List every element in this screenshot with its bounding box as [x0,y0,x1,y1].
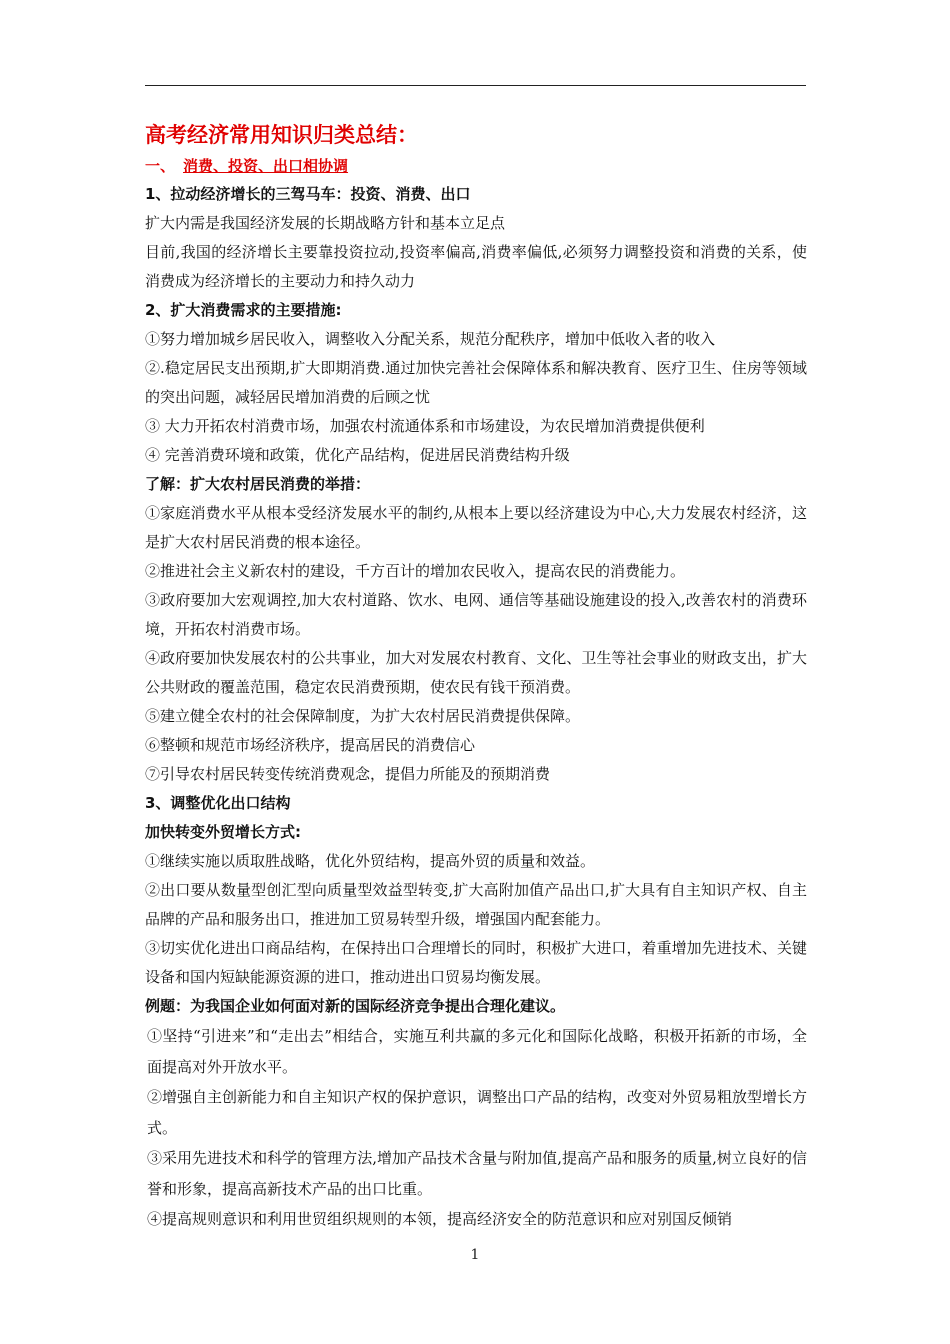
list-item: ④ 完善消费环境和政策，优化产品结构，促进居民消费结构升级 [145,446,570,464]
list-item: ④提高规则意识和利用世贸组织规则的本领，提高经济安全的防范意识和应对别国反倾销 [147,1210,733,1228]
list-item: ③采用先进技术和科学的管理方法,增加产品技术含量与附加值,提高产品和服务的质量,树立良好的信誉和形象，提高高新技术产品的出口比重。 [147,1149,807,1198]
list-item: ②增强自主创新能力和自主知识产权的保护意识，调整出口产品的结构，改变对外贸易粗放型增长方式。 [147,1088,808,1137]
subsection-3-subheading: 加快转变外贸增长方式: [145,823,301,841]
list-item: ⑤建立健全农村的社会保障制度，为扩大农村居民消费提供保障。 [145,707,581,725]
list-item: ②出口要从数量型创汇型向质量型效益型转变,扩大高附加值产品出口,扩大具有自主知识产权、自主品牌的产品和服务出口，推进加工贸易转型升级，增强国内配套能力。 [145,881,807,928]
list-item: ④政府要加快发展农村的公共事业，加大对发展农村教育、文化、卫生等社会事业的财政支出，扩大公共财政的覆盖范围，稳定农民消费预期，使农民有钱干预消费。 [145,649,807,696]
header-rule [145,85,806,86]
section-1-number: 一、 [145,157,176,175]
list-item: ③政府要加大宏观调控,加大农村道路、饮水、电网、通信等基础设施建设的投入,改善农村的消费环境，开拓农村消费市场。 [145,591,807,638]
list-item: ⑥整顿和规范市场经济秩序，提高居民的消费信心 [145,736,476,754]
list-item: ②.稳定居民支出预期,扩大即期消费.通过加快完善社会保障体系和解决教育、医疗卫生、住房等领域的突出问题，减轻居民增加消费的后顾之忧 [145,359,807,406]
subsection-2-heading: 2、扩大消费需求的主要措施: [145,301,342,319]
subsection-3-heading: 3、调整优化出口结构 [145,794,291,812]
page-content [145,118,807,1235]
section-1-heading [145,152,807,180]
paragraph: 扩大内需是我国经济发展的长期战略方针和基本立足点 [145,214,506,232]
list-item: ③切实优化进出口商品结构，在保持出口合理增长的同时，积极扩大进口，着重增加先进技术、关键设备和国内短缺能源资源的进口，推动进出口贸易均衡发展。 [145,939,807,986]
list-item: ③ 大力开拓农村消费市场，加强农村流通体系和市场建设，为农民增加消费提供便利 [145,417,705,435]
list-item: ①家庭消费水平从根本受经济发展水平的制约,从根本上要以经济建设为中心,大力发展农村经济，这是扩大农村居民消费的根本途径。 [145,504,807,551]
list-item: ⑦引导农村居民转变传统消费观念，提倡力所能及的预期消费 [145,765,551,783]
list-item: ①努力增加城乡居民收入，调整收入分配关系，规范分配秩序，增加中低收入者的收入 [145,330,716,348]
page-number: 1 [470,1247,480,1263]
paragraph: 目前,我国的经济增长主要靠投资拉动,投资率偏高,消费率偏低,必须努力调整投资和消费的关系，使消费成为经济增长的主要动力和持久动力 [145,243,807,290]
section-1-title: 消费、投资、出口相协调 [183,157,349,175]
subsection-1-heading: 1、拉动经济增长的三驾马车：投资、消费、出口 [145,185,471,203]
rural-heading: 了解：扩大农村居民消费的举措： [145,475,371,493]
example-heading: 例题：为我国企业如何面对新的国际经济竞争提出合理化建议。 [145,997,566,1015]
document-title: 高考经济常用知识归类总结： [145,123,418,147]
list-item: ①坚持“引进来”和“走出去”相结合，实施互利共赢的多元化和国际化战略，积极开拓新的市场，全面提高对外开放水平。 [147,1027,807,1076]
list-item: ②推进社会主义新农村的建设，千方百计的增加农民收入，提高农民的消费能力。 [145,562,686,580]
list-item: ①继续实施以质取胜战略，优化外贸结构，提高外贸的质量和效益。 [145,852,596,870]
